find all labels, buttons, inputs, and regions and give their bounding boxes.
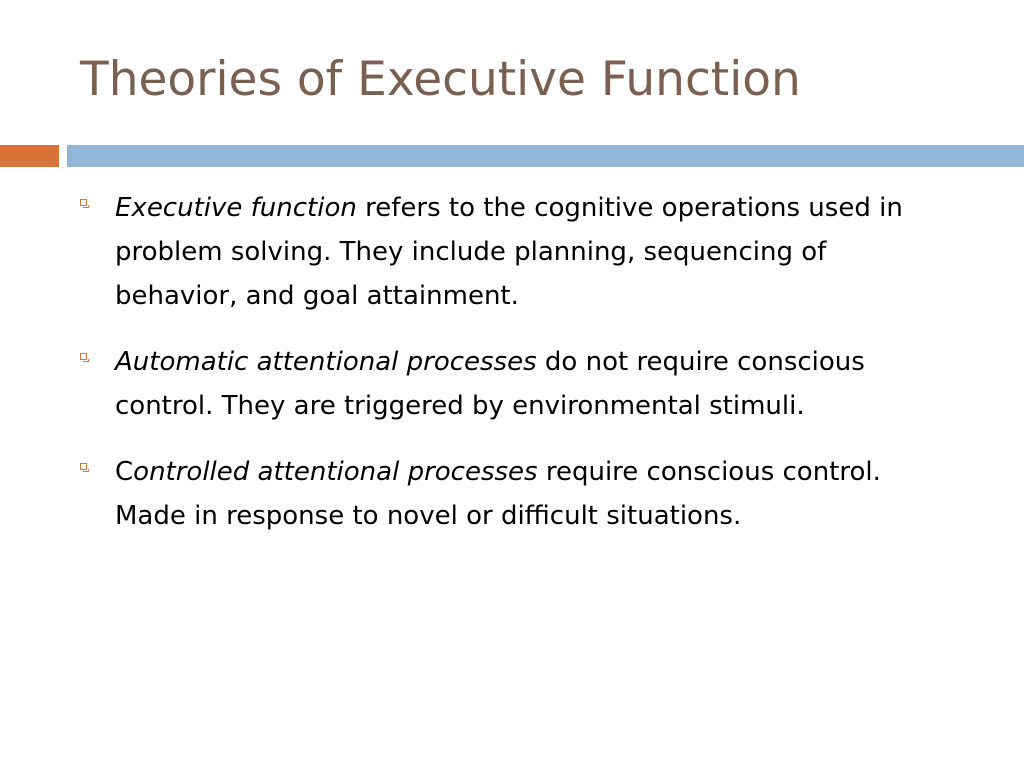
- bullet-text: [115, 450, 945, 538]
- square-bullet-icon: [80, 199, 87, 206]
- bullet-body: do not require conscious control. They are triggered by environmental stimuli.: [115, 347, 865, 421]
- bullet-text: [115, 186, 945, 318]
- bullet-list: [0, 186, 1024, 560]
- bullet-emphasis: ontrolled attentional processes: [133, 457, 538, 487]
- bullet-body: require conscious control. Made in response to novel or difficult situations.: [115, 457, 881, 531]
- bullet-prefix: C: [115, 457, 134, 487]
- bullet-item: [0, 450, 1024, 538]
- bullet-item: [0, 186, 1024, 318]
- bullet-item: [0, 340, 1024, 428]
- accent-bar-orange: [0, 145, 59, 167]
- accent-bar-blue: [67, 145, 1024, 167]
- square-bullet-icon: [80, 353, 87, 360]
- bullet-body: refers to the cognitive operations used in problem solving. They include planning, sequencing of behavior, and goal attainment.: [115, 193, 903, 311]
- bullet-emphasis: Automatic attentional processes: [115, 347, 537, 377]
- square-bullet-icon: [80, 463, 87, 470]
- bullet-emphasis: Executive function: [115, 193, 357, 223]
- bullet-text: [115, 340, 945, 428]
- slide-title: Theories of Executive Function: [80, 52, 801, 107]
